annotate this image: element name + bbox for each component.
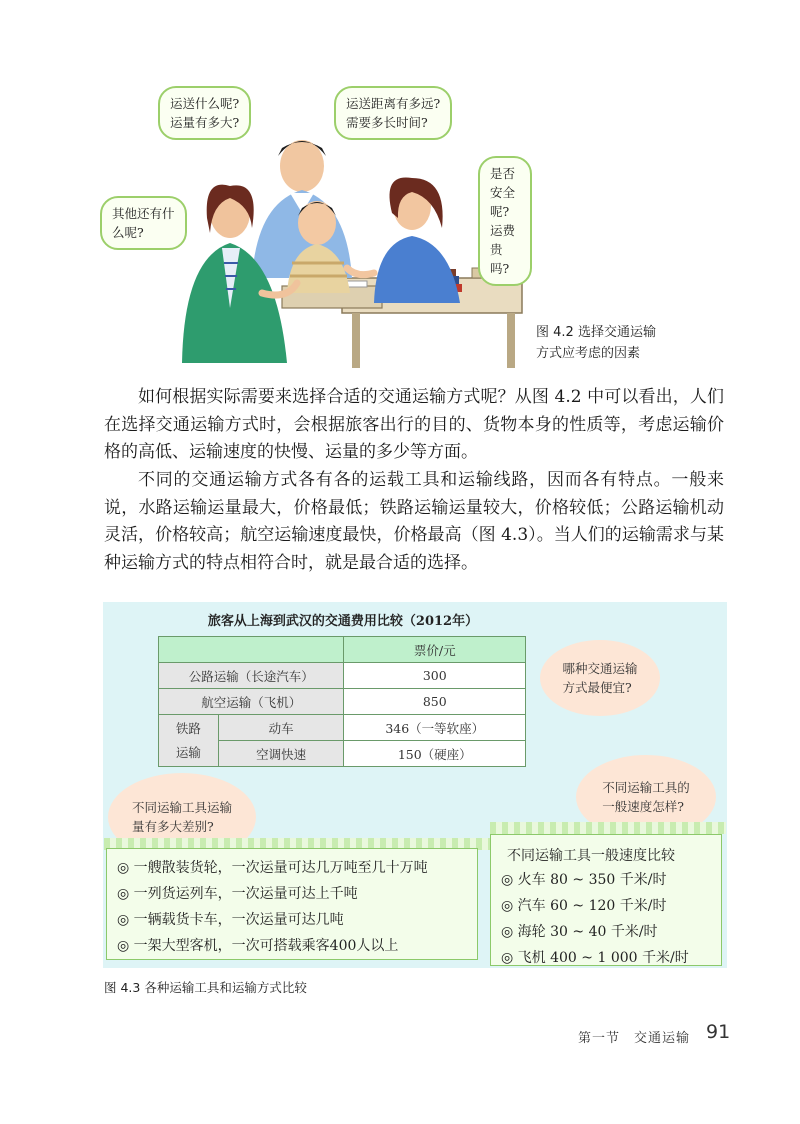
table-row [159,689,526,715]
question-oval-speed: 不同运输工具的 一般速度怎样? [576,755,716,839]
section-footer: 第一节 交通运输 [578,1031,691,1046]
table-row-label: 动车 [218,715,344,741]
table-row-value: 300 [344,663,526,689]
grass-strip-right [490,822,726,834]
bullet-icon: ◎ [501,872,514,888]
bullet-icon: ◎ [501,898,514,914]
list-item: ◎ 飞机 400 ~ 1 000 千米/时 [501,950,689,966]
speed-note-title: 不同运输工具一般速度比较 [507,848,675,864]
speech-bubble-safety: 是否安全呢? 运费贵吗? [478,156,532,286]
figure-4-2-caption: 图 4.2 选择交通运输 方式应考虑的因素 [536,325,656,361]
table-row-label: 公路运输（长途汽车） [159,663,344,689]
table-header-row [159,637,526,663]
speed-comparison-note [490,834,722,966]
table-row [159,715,526,741]
table-row [159,663,526,689]
list-item: ◎ 海轮 30 ~ 40 千米/时 [501,924,658,940]
family-discussion-illustration [112,78,532,368]
paragraph-2: 不同的交通运输方式各有各的运载工具和运输线路，因而各有特点。一般来说，水路运输运量最大，价格最低；铁路运输运量较大，价格较低；公路运输机动灵活，价格较高；航空运输速度最快，价格最高（图 4.3）。当人们的运输需求与某种运输方式的特点相符合时，就是最合适的选择。 [104,470,724,573]
list-item: ◎ 一架大型客机，一次可搭载乘客400人以上 [117,938,399,954]
list-item: ◎ 汽车 60 ~ 120 千米/时 [501,898,667,914]
table-row-label: 空调快速 [218,741,344,767]
bullet-icon: ◎ [117,886,130,902]
bullet-icon: ◎ [117,860,130,876]
table-header-blank [159,637,344,663]
list-item: ◎ 一辆载货卡车，一次运量可达几吨 [117,912,344,928]
bullet-icon: ◎ [501,924,514,940]
list-item: ◎ 一艘散装货轮，一次运量可达几万吨至几十万吨 [117,860,428,876]
table-row-value: 150（硬座） [344,741,526,767]
table-row-value: 850 [344,689,526,715]
table-row-label: 航空运输（飞机） [159,689,344,715]
paragraph-1: 如何根据实际需要来选择合适的交通运输方式呢？从图 4.2 中可以看出，人们在选择交通运输方式时，会根据旅客出行的目的、货物本身的性质等，考虑运输价格的高低、运输速度的快慢、运量的多少等方面。 [104,387,724,462]
question-oval-cheapest: 哪种交通运输 方式最便宜? [540,640,660,716]
list-item: ◎ 一列货运列车，一次运量可达上千吨 [117,886,358,902]
table-header-fare: 票价/元 [344,637,526,663]
bullet-icon: ◎ [117,938,130,954]
question-oval-volume: 不同运输工具运输 量有多大差别? [108,773,256,861]
page-number: 91 [706,1021,731,1043]
speech-bubble-volume: 运送什么呢? 运量有多大? [158,86,251,140]
speech-bubble-other: 其他还有什 么呢? [100,196,187,250]
table-row-value: 346（一等软座） [344,715,526,741]
rail-group-label: 铁路 运输 [159,715,219,767]
bullet-icon: ◎ [117,912,130,928]
speech-bubble-distance: 运送距离有多远? 需要多长时间? [334,86,452,140]
fare-comparison-table [158,636,526,767]
fare-table-title: 旅客从上海到武汉的交通费用比较（2012年） [207,614,479,629]
figure-4-3-caption: 图 4.3 各种运输工具和运输方式比较 [104,980,307,995]
volume-comparison-note [106,848,478,960]
bullet-icon: ◎ [501,950,514,966]
list-item: ◎ 火车 80 ~ 350 千米/时 [501,872,667,888]
